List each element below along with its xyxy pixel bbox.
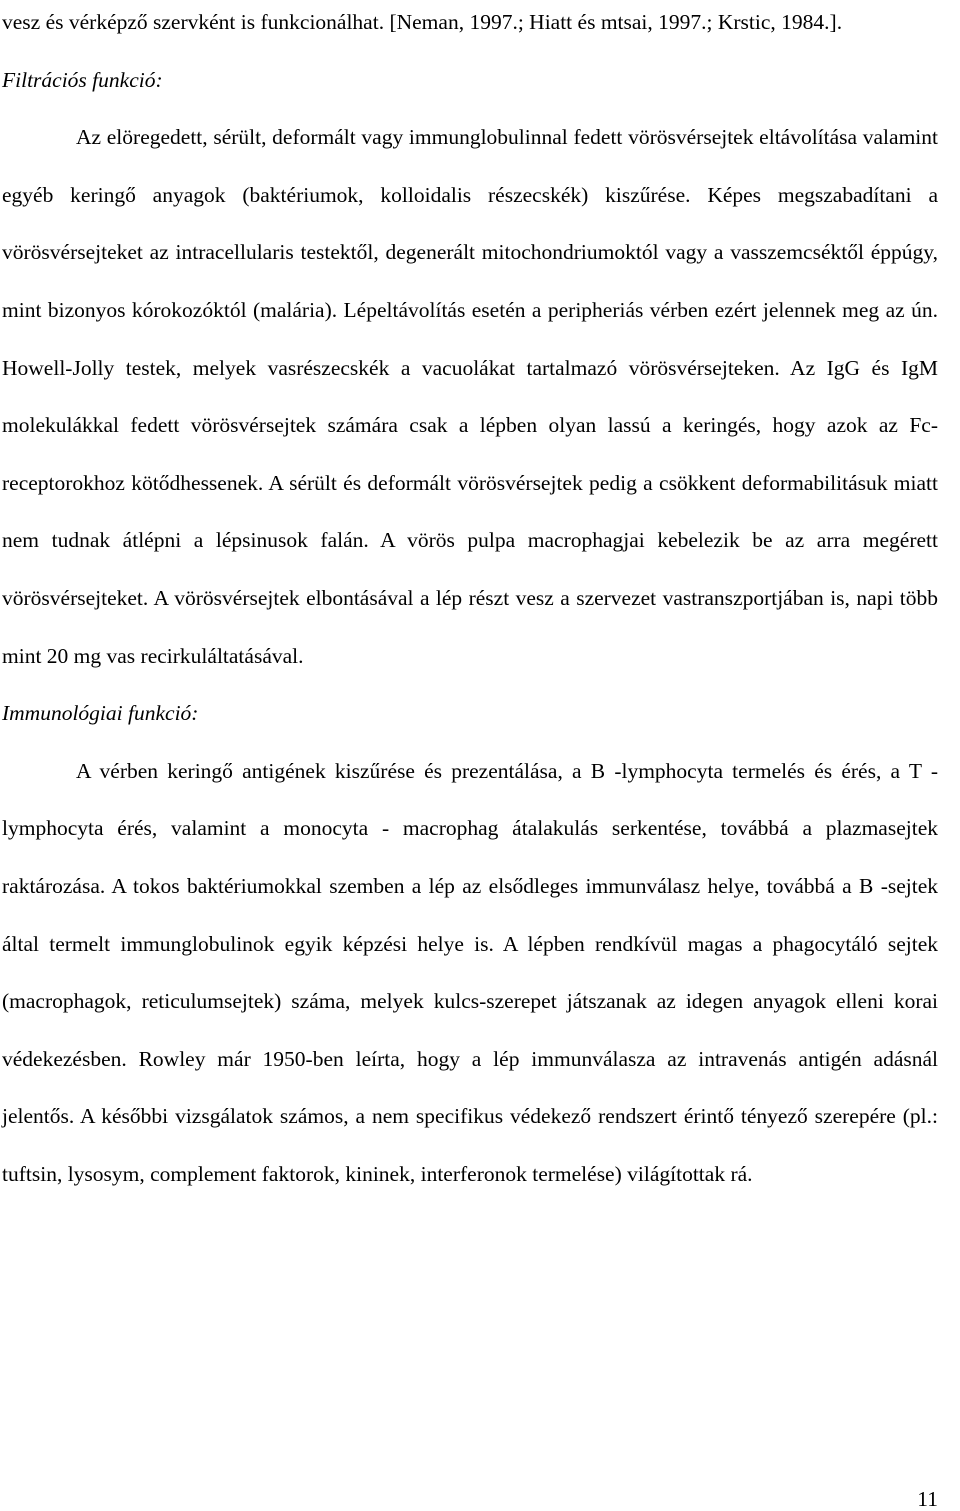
paragraph-filtration: Az elöregedett, sérült, deformált vagy immunglobulinnal fedett vörösvérsejtek eltávolítása valamint egyéb keringő anyagok (baktériumok, kolloidalis részecskék) kiszűrése. Képes megszabadítani a vörösvérsejteket az intracellularis testektől, degenerált mitochondriumoktól vagy a vasszemcséktől éppúgy, mint bizonyos kórokozóktól (malária). Lépeltávolítás esetén a peripheriás vérben ezért jelennek meg az ún. Howell-Jolly testek, melyek vasrészecskék a vacuolákat tartalmazó vörösvérsejteken. Az IgG és IgM molekulákkal fedett vörösvérsejtek számára csak a lépben olyan lassú a keringés, hogy azok az Fc-receptorokhoz kötődhessenek. A sérült és deformált vörösvérsejtek pedig a csökkent deformabilitásuk miatt nem tudnak átlépni a lépsinusok falán. A vörös pulpa macrophagjai kebelezik be az arra megérett vörösvérsejteket. A vörösvérsejtek elbontásával a lép részt vesz a szervezet vastranszportjában is, napi több mint 20 mg vas recirkuláltatásával. <box>2 125 938 668</box>
section-heading-filtration: Filtrációs funkció: <box>2 67 163 92</box>
section-heading-immunology: Immunológiai funkció: <box>2 701 199 726</box>
paragraph-immunology: A vérben keringő antigének kiszűrése és prezentálása, a B -lymphocyta termelés és érés, a T -lymphocyta érés, valamint a monocyta - macrophag átalakulás serkentése, továbbá a plazmasejtek raktározása. A tokos baktériumokkal szemben a lép az elsődleges immunválasz helye, továbbá a B -sejtek által termelt immunglobulinok egyik képzési helye is. A lépben rendkívül magas a phagocytáló sejtek (macrophagok, reticulumsejtek) száma, melyek kulcs-szerepet játszanak az idegen anyagok elleni korai védekezésben. Rowley már 1950-ben leírta, hogy a lép immunválasza az intravenás antigén adásnál jelentős. A későbbi vizsgálatok számos, a nem specifikus védekező rendszert érintő tényező szerepére (pl.: tuftsin, lysosym, complement faktorok, kininek, interferonok termelése) világítottak rá. <box>2 758 938 1186</box>
paragraph-intro: vesz és vérképző szervként is funkcionálhat. [Neman, 1997.; Hiatt és mtsai, 1997.; Krstic, 1984.]. <box>2 10 843 34</box>
text-body <box>2 0 938 1203</box>
page-number: 11 <box>917 1487 938 1511</box>
